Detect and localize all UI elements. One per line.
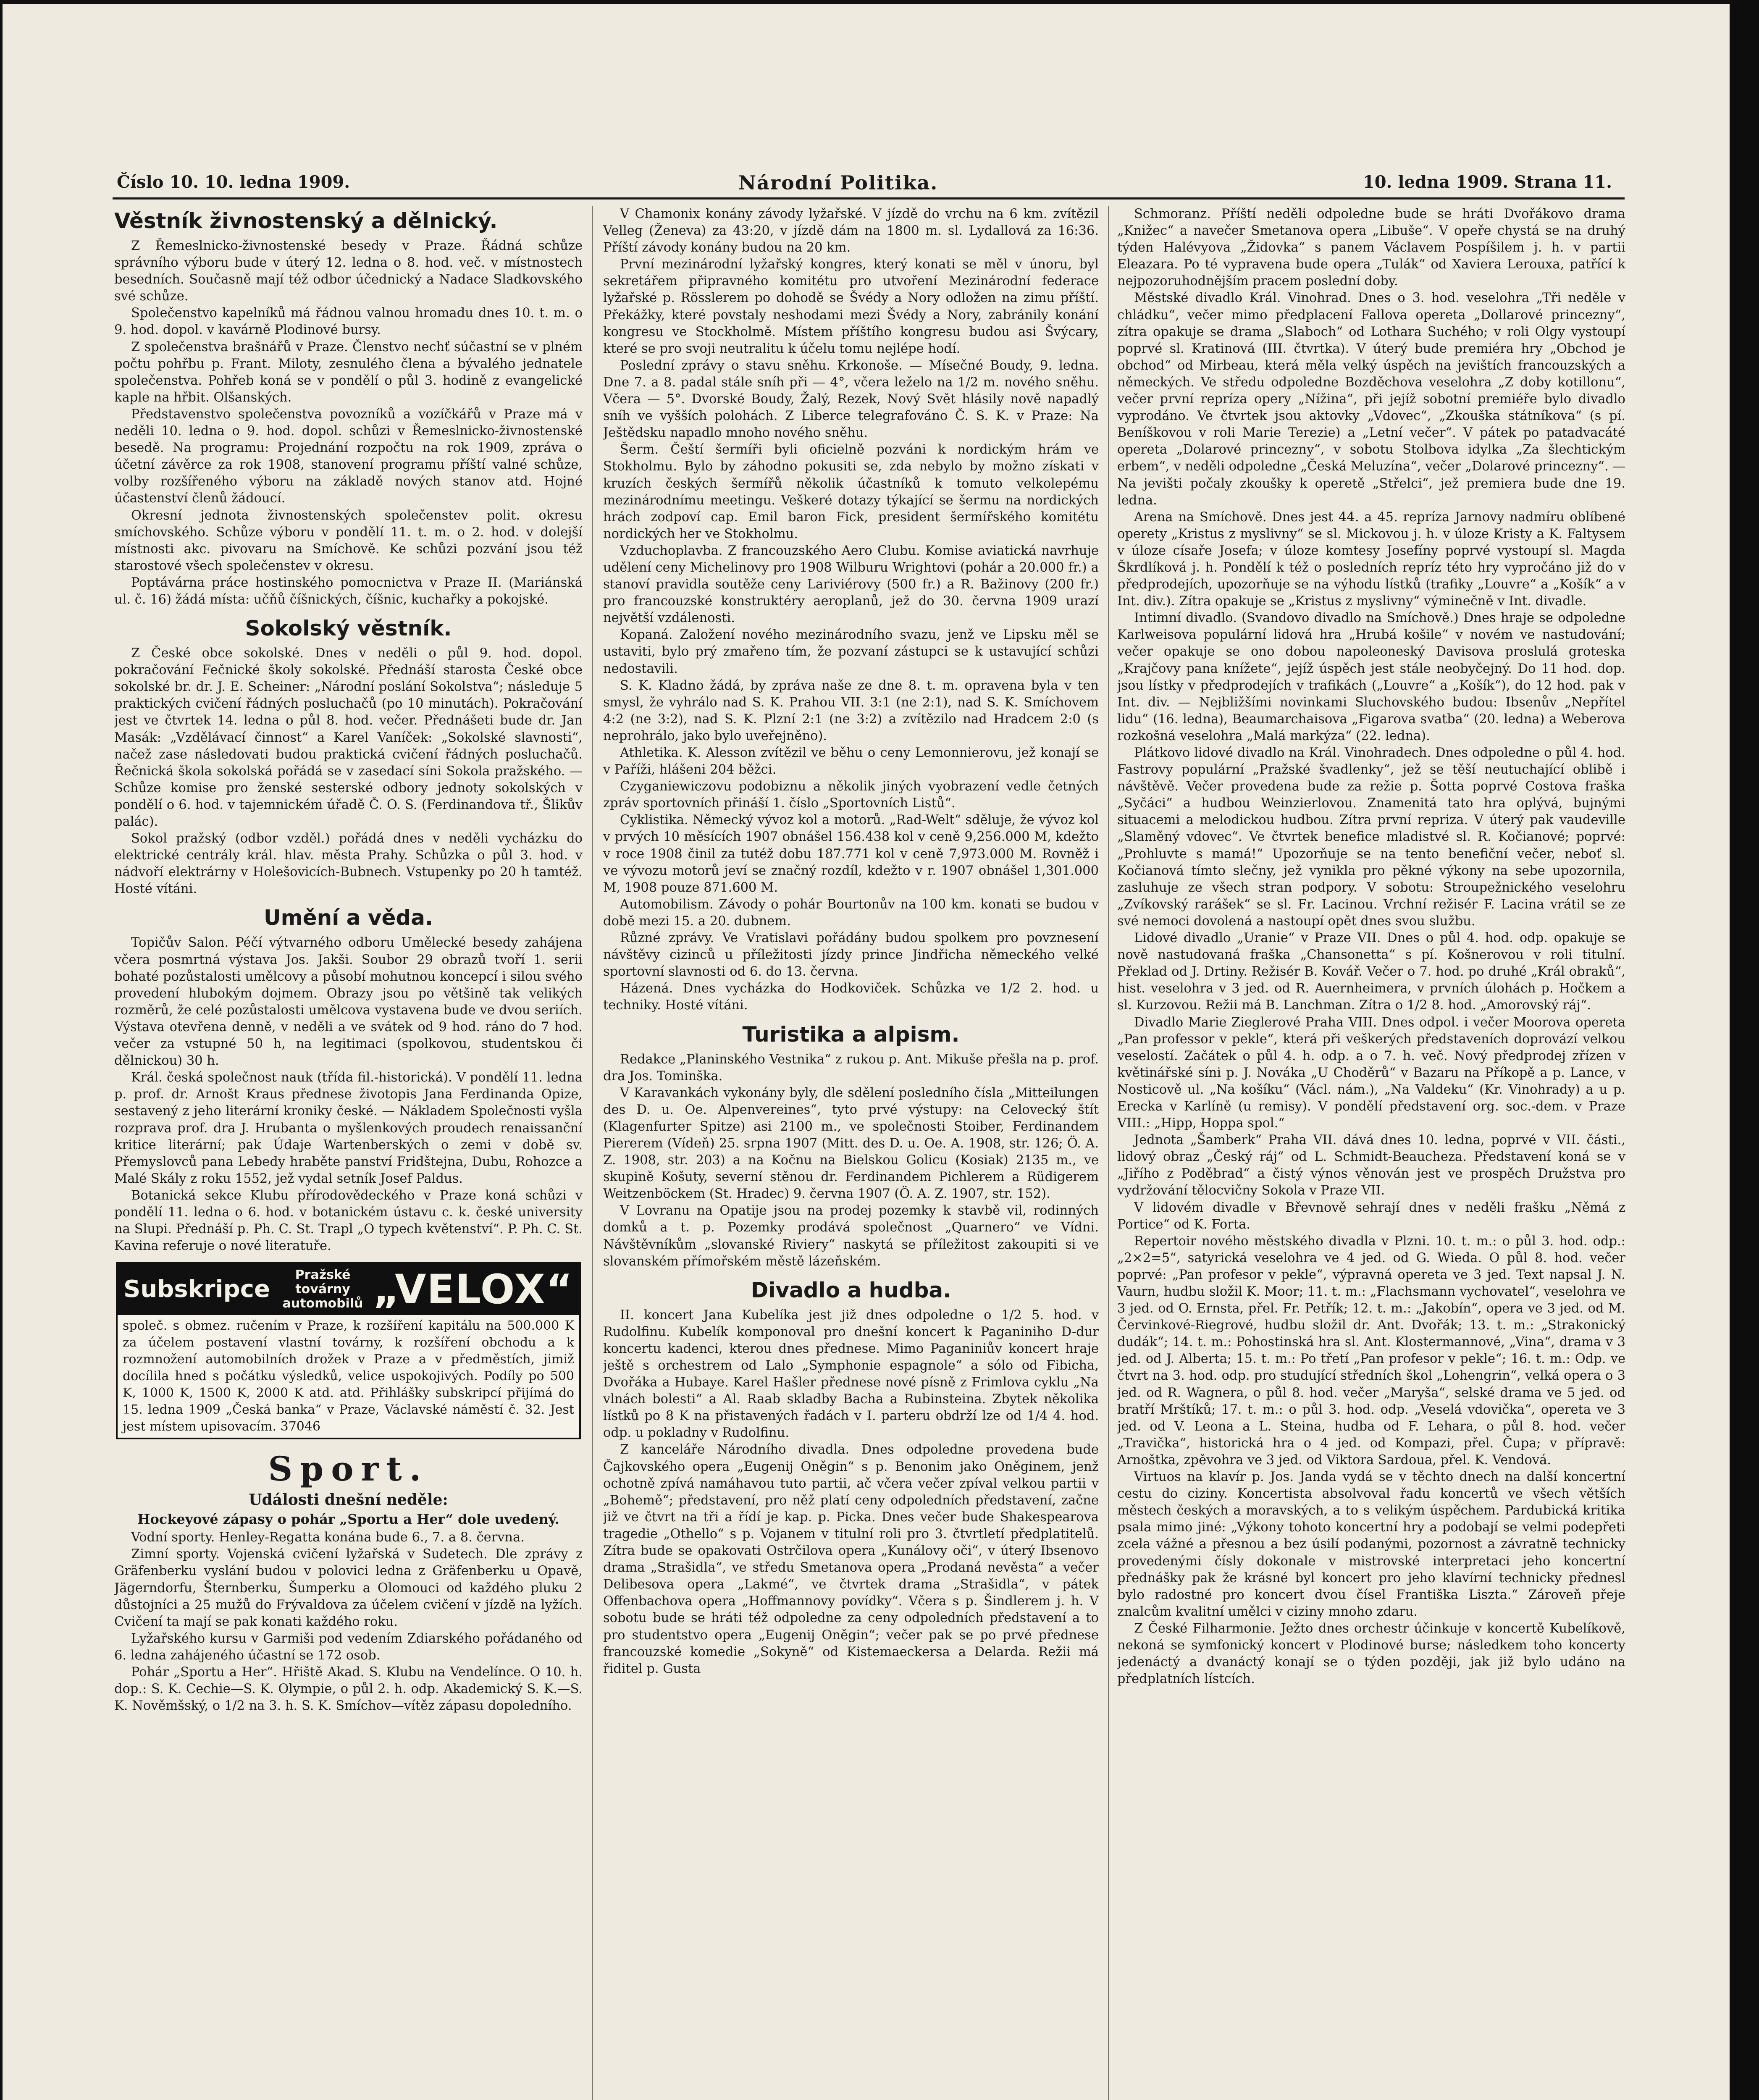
section-heading-divadlo: Divadlo a hudba. xyxy=(751,1278,951,1302)
newspaper-title: Národní Politika. xyxy=(738,171,938,194)
column-2 xyxy=(603,206,1099,2100)
article-paragraph: Pohár „Sportu a Her“. Hřiště Akad. S. Klubu na Vendelínce. O 10. h. dop.: S. K. Cechie—S. K. Olympie, o půl 2. h. odp. Akademický S. K.—S. K. Nověmšský, o 1/2 na 3. h. S. K. Smíchov—vítěz zápasu dopoledního. xyxy=(114,1665,583,1714)
ad-title: Subskripce xyxy=(123,1276,270,1303)
article-paragraph: V lidovém divadle v Břevnově sehrají dnes v neděli frašku „Němá z Portice“ od K. Forta. xyxy=(1117,1200,1625,1232)
article-paragraph: Různé zprávy. Ve Vratislavi pořádány budou spolkem pro povznesení návštěvy cizinců u příležitosti jízdy prince Jindřicha německého velké sportovní slavnosti od 6. do 13. června. xyxy=(603,931,1099,979)
article-paragraph: Poslední zprávy o stavu sněhu. Krkonoše. — Mísečné Boudy, 9. ledna. Dne 7. a 8. padal stále sníh při — 4°, včera leželo na 1/2 m. nového sněhu. Včera — 5°. Dvorské Boudy, Žalý, Rezek, Nový Svět hlásily nově napadlý sníh ve vyšších polohách. Z Liberce telegrafováno Č. S. K. v Praze: Na Ještědsku napadlo mnoho nového sněhu. xyxy=(603,358,1099,441)
article-paragraph: Redakce „Planinského Vestnika“ z rukou p. Ant. Mikuše přešla na p. prof. dra Jos. Tominška. xyxy=(603,1052,1099,1084)
section-heading-umeni: Umění a věda. xyxy=(264,906,433,930)
article-paragraph: Společenstvo kapelníků má řádnou valnou hromadu dnes 10. t. m. o 9. hod. dopol. v kavárně Plodinové bursy. xyxy=(114,306,583,338)
article-paragraph: V Lovranu na Opatije jsou na prodej pozemky k stavbě vil, rodinných domků a t. p. Pozemky prodává společnost „Quarnero“ ve Vídni. Návštěvníkům „slovanské Riviery“ naskytá se příležitost zakoupiti si ve slovanském přímořském městě lázeňském. xyxy=(603,1203,1099,1269)
article-paragraph: Virtuos na klavír p. Jos. Janda vydá se v těchto dnech na další koncertní cestu do ciziny. Koncertista absolvoval řadu koncertů ve všech větších městech českých a moravských, a to s velikým úspěchem. Pardubická kritika psala mimo jiné: „Výkony tohoto koncertní hry a podobají se velmi podepřeti zcela vážné a přesnou a bez úsilí podanými, pozornost a závratně technicky provedenými čísly dokonale v mistrovské interpretaci jeho koncertní přednášky pak že krásné byl koncert pro jeho klavírní technicky přednesl bylo radostné pro koncert dvou čísel Františka Liszta.“ Zároveň přeje znalcům kvalitní umělci v ciziny mnoho zdaru. xyxy=(1117,1470,1625,1619)
velox-advertisement xyxy=(116,1262,581,1439)
section-heading-vestnik: Věstník živnostenský a dělnický. xyxy=(114,209,498,233)
ad-text xyxy=(118,1315,579,1435)
article-paragraph: Z České obce sokolské. Dnes v neděli o půl 9. hod. dopol. pokračování Fečnické školy sokolské. Přednáší starosta České obce sokolské br. dr. J. E. Scheiner: „Národní poslání Sokolstva“; následuje 5 praktických cvičení řádných posluchačů (po 10 minutách). Pokračování jest ve čtvrtek 14. ledna o půl 8. hod. večer. Přednášeti bude dr. Jan Masák: „Vzdělávací činnost“ a Karel Vaníček: „Sokolské slavnosti“, načež zase následovati budou praktická cvičení řádných posluchačů. Řečnická škola sokolská pořádá se v zasedací síni Sokola pražského. — Schůze komise pro ženské sesterské odbory jednoty sokolských v pondělí o 6. hod. v tajemnickém úřadě Č. O. S. (Ferdinandova tř., Šlikův palác). xyxy=(114,646,583,829)
article-paragraph: Intimní divadlo. (Svandovo divadlo na Smíchově.) Dnes hraje se odpoledne Karlweisova populární lidová hra „Hrubá košile“ v novém ve nastudování; večer opakuje se ono dobou napoleoneský Davisova proslulá groteska „Krajčovy pana knížete“, jejíž úspěch jest stále neobyčejný. Do 11 hod. dop. jsou lístky v předprodejích v trafikách („Louvre“ a „Košík“), do 12 hod. pak v Int. div. — Nejbližšími novinkami Sluchovského budou: Ibsenův „Nepřítel lidu“ (16. ledna), Beaumarchaisova „Figarova svatba“ (20. ledna) a Weberova rozkošná veselohra „Malá markýza“ (22. ledna). xyxy=(1117,611,1625,743)
header-rule xyxy=(113,197,1625,200)
article-paragraph: Lyžařského kursu v Garmiši pod vedením Zdiarského pořádaného od 6. ledna zahájeného účastní se 172 osob. xyxy=(114,1631,583,1663)
article-paragraph: Jednota „Šamberk“ Praha VII. dává dnes 10. ledna, poprvé v VII. části., lidový obraz „Český ráj“ od L. Schmidt-Beaucheza. Představení koná se v „Jiřího z Poděbrad“ a čistý výnos věnován jest ve prospěch Družstva pro vydržování tělocvičny Sokola v Praze VII. xyxy=(1117,1133,1625,1198)
article-paragraph: Topičův Salon. Péčí výtvarného odboru Umělecké besedy zahájena včera posmrtná výstava Jos. Jakši. Soubor 29 obrazů tvoří 1. serii bohaté pozůstalosti umělcovy a působí mohutnou koncepcí i silou svého provedení hlubokým dojmem. Obrazy jsou po většině tak velikých rozměrů, že celé pozůstalosti umělcova vystavena bude ve dvou seriích. Výstava otevřena denně, v neděli a ve svátek od 9 hod. ráno do 7 hod. večer za vstupné 50 h, na legitimaci (spolkovou, studentskou či dělnickou) 30 h. xyxy=(114,935,583,1068)
column-1 xyxy=(114,206,583,2100)
article-paragraph: Šerm. Čeští šermíři byli oficielně pozváni k nordickým hrám ve Stokholmu. Bylo by záhodno pokusiti se, zda nebylo by možno získati v kruzích českých šermířů několik účastníků k tomuto velkolepému mezinárodnímu meetingu. Veškeré dotazy týkající se šermu na nordických hrách zodpoví cap. Emil baron Fick, president šermířského komitétu nordických her ve Stokholmu. xyxy=(603,442,1099,541)
ad-logo: „VELOX“ xyxy=(373,1266,573,1313)
article-paragraph: II. koncert Jana Kubelíka jest již dnes odpoledne o 1/2 5. hod. v Rudolfinu. Kubelík komponoval pro dnešní koncert k Paganiniho D-dur koncertu kadenci, kterou dnes přednese. Mimo Paganiniův koncert hraje ještě s orchestrem od Lalo „Symphonie espagnole“ a sólo od Fibicha, Dvořáka a Hubaye. Karel Hašler přednese nové písně z Frimlova cyklu „Na vlnách bolesti“ a Al. Raab skladby Bacha a Rubinsteina. Zbytek několika lístků po 8 K na přistavených řadách v I. parteru obdrží lze od 1/4 4. hod. odp. u pokladny v Rudolfinu. xyxy=(603,1307,1099,1441)
article-paragraph: Vzduchoplavba. Z francouzského Aero Clubu. Komise aviatická navrhuje udělení ceny Michelinovy pro 1908 Wilburu Wrightovi (pohár a 20.000 fr.) a stanoví pravidla soutěže ceny Lariviérovy (500 fr.) a R. Bažinovy (200 fr.) pro francouzské konstruktéry aeroplanů, jež do 30. června 1909 urazí největší vzdálenosti. xyxy=(603,543,1099,626)
article-paragraph: V Chamonix konány závody lyžařské. V jízdě do vrchu na 6 km. zvítězil Velleg (Ženeva) za 43:20, v jízdě dám na 1800 m. sl. Lydallová za 16:36. Příští závody konány budou na 20 km. xyxy=(603,207,1099,255)
section-heading-sokol: Sokolský věstník. xyxy=(245,616,452,641)
page-header xyxy=(117,172,1612,197)
article-paragraph: Poptávárna práce hostinského pomocnictva v Praze II. (Mariánská ul. č. 16) žádá místa: učňů číšnických, číšnic, kuchařky a pokojské. xyxy=(114,575,583,607)
article-paragraph: Plátkovo lidové divadlo na Král. Vinohradech. Dnes odpoledne o půl 4. hod. Fastrovy populární „Pražské švadlenky“, jež se těší neutuchající oblibě i návštěvě. Večer provedena bude za režie p. Šotta poprvé Costova fraška „Syčáci“ a hudbou Weinzierlovou. Znamenitá tato hra oplývá, bujnými situacemi a melodickou hudbou. Zítra první repriza. V úterý pak vaudeville „Slaměný vdovec“. Ve čtvrtek benefice mladistvé sl. R. Kočianové; poprvé: „Prohluvte s mamá!“ Upozorňuje se na tento benefiční večer, neboť sl. Kočianová tímto slečny, jež vynikla pro pěkné výkony na sebe upozornila, zasluhuje ze všech stran podpory. V sobotu: Stroupežnického veselohru „Zvíkovský rarášek“ se sl. Fr. Lacinou. Vrchní režisér F. Lacina vrátil se ze své nemoci dovolená a nastoupí opět dnes svou službu. xyxy=(1117,746,1625,929)
issue-number-date: Číslo 10. 10. ledna 1909. xyxy=(117,172,350,192)
scan-border-left xyxy=(0,0,3,2100)
scan-border-right xyxy=(1730,0,1759,2100)
date-page-number: 10. ledna 1909. Strana 11. xyxy=(1363,172,1612,192)
ad-banner xyxy=(118,1264,579,1315)
article-paragraph: Představenstvo společenstva povozníků a vozíčkářů v Praze má v neděli 10. ledna o 9. hod. dopol. schůzi v Řemeslnicko-živnostenské besedě. Na programu: Projednání rozpočtu na rok 1909, zpráva o účetní závěrce za rok 1908, stanovení programu příští valné schůze, volby rozšířeného výboru na základě nových stanov atd. Hojné účastenství členů žádoucí. xyxy=(114,407,583,506)
article-paragraph: V Karavankách vykonány byly, dle sdělení posledního čísla „Mitteilungen des D. u. Oe. Alpenvereines“, tyto prvé výstupy: na Celovecký štít (Klagenfurter Spitze) asi 2100 m., ve společnosti Stoiber, Ferdinandem Piererem (Vídeň) 25. srpna 1907 (Mitt. des D. u. Oe. A. 1908, str. 126; Ö. A. Z. 1908, str. 203) a na Kočnu na Bielskou Golicu (Kosiak) 2135 m., ve skupině Košuty, severní stěnou dr. Ferdinandem Pichlerem a Rüdigerem Weitzenböckem (St. Hradec) 9. června 1907 (Ö. A. Z. 1907, str. 152). xyxy=(603,1085,1099,1202)
article-paragraph: Athletika. K. Alesson zvítězil ve běhu o ceny Lemonnierovu, jež konají se v Paříži, hlášeni 204 běžci. xyxy=(603,746,1099,777)
section-heading-sport: Sport. xyxy=(268,1449,429,1489)
column-divider xyxy=(592,206,593,2100)
article-paragraph: Okresní jednota živnostenských společenstev polit. okresu smíchovského. Schůze výboru v pondělí 11. t. m. o 2. hod. v dolejší místnosti akc. pivovaru na Smíchově. Ke schůzi pozvání jsou též starostové všech společenstev v okresu. xyxy=(114,508,583,573)
article-paragraph: Král. česká společnost nauk (třída fil.-historická). V pondělí 11. ledna p. prof. dr. Arnošt Kraus přednese životopis Jana Ferdinanda Opize, sestavený z jeho literární kroniky české. — Nákladem Společnosti vyšla rozprava prof. dra J. Hrubanta o myšlenkových proudech renaissanční kritice literární; pak Údaje Wartenberských o zemi v době sv. Přemyslovců pana Lebedy hraběte panství Fridštejna, Dubu, Rohozce a Malé Skály z roku 1552, jež vydal setník Josef Paldus. xyxy=(114,1070,583,1186)
article-paragraph: Sokol pražský (odbor vzděl.) pořádá dnes v neděli vycházku do elektrické centrály král. hlav. města Prahy. Schůzka o půl 3. hod. v nádvoří elektrárny v Holešovicích-Bubnech. Vstupenky po 20 h tamtéž. Hosté vítáni. xyxy=(114,831,583,897)
article-paragraph: Házená. Dnes vycházka do Hodkoviček. Schůzka ve 1/2 2. hod. u techniky. Hosté vítáni. xyxy=(603,981,1099,1013)
article-paragraph: Automobilism. Závody o pohár Bourtonův na 100 km. konati se budou v době mezi 15. a 20. dubnem. xyxy=(603,897,1099,929)
article-paragraph: Divadlo Marie Zieglerové Praha VIII. Dnes odpol. i večer Moorova opereta „Pan professor v pekle“, která při veškerých představeních doprovází velkou veselostí. Začátek o půl 4. h. odp. a o 7. h. več. Nový předprodej zřízen v květinářské síni p. J. Nováka „U Choděrů“ v Bazaru na Příkopě a p. Lance, v Nosticově ul. „Na košíku“ (Václ. nám.), „Na Valdeku“ (Kr. Vinohrady) a u p. Erecka v Karlíně (u remisy). V pondělí představení org. soc.-dem. v Praze VIII.: „Hipp, Hoppa spol.“ xyxy=(1117,1015,1625,1131)
article-paragraph: Schmoranz. Příští neděli odpoledne bude se hráti Dvořákovo drama „Knižec“ a navečer Smetanova opera „Libuše“. V opeře chystá se na druhý týden Halévyova „Židovka“ s panem Václavem Pospíšilem j. h. v partii Eleazara. Po té vypravena bude opera „Tulák“ od Xaviera Lerouxa, patřící k nejpozoruhodnějším pracem poslední doby. xyxy=(1117,207,1625,289)
column-divider xyxy=(1108,206,1109,2100)
column-3 xyxy=(1117,206,1625,2100)
article-paragraph: Botanická sekce Klubu přírodovědeckého v Praze koná schůzi v pondělí 11. ledna o 6. hod. v botanickém ústavu c. k. české university na Slupi. Přednáší p. Ph. C. St. Trapl „O typech květenství“. P. Ph. C. St. Kavina referuje o nové literatuře. xyxy=(114,1188,583,1254)
subheading-udalosti: Události dnešní neděle: xyxy=(249,1491,448,1509)
section-heading-turistika: Turistika a alpism. xyxy=(742,1022,960,1047)
article-paragraph: Czyganiewiczovu podobiznu a několik jiných vyobrazení vedle četných zpráv sportovních přináší 1. číslo „Sportovních Listů“. xyxy=(603,779,1099,811)
article-paragraph: Kopaná. Založení nového mezinárodního svazu, jenž ve Lipsku měl se ustaviti, bylo prý zmařeno tím, že pozvaní zástupci se k ustavující schůzi nedostavili. xyxy=(603,627,1099,676)
article-paragraph: Lidové divadlo „Uranie“ v Praze VII. Dnes o půl 4. hod. odp. opakuje se nově nastudovaná fraška „Chansonetta“ s pí. Košnerovou v roli titulní. Překlad od J. Drtiny. Režisér B. Kovář. Večer o 7. hod. po druhé „Král obraků“, hist. veselohra v 3 jed. od R. Auernheimera, v prvních úlohách p. Hočkem a sl. Kurzovou. Režii má B. Lanchman. Zítra o 1/2 8. hod. „Amorovský ráj“. xyxy=(1117,931,1625,1013)
article-paragraph: Repertoir nového městského divadla v Plzni. 10. t. m.: o půl 3. hod. odp.: „2×2=5“, satyrická veselohra ve 4 jed. od G. Wieda. O půl 8. hod. večer poprvé: „Pan profesor v pekle“, výpravná opereta ve 3 jed. Text napsal J. N. Vaurn, hudbu složil K. Moor; 11. t. m.: „Flachsmann vychovatel“, veselohra ve 3 jed. od O. Ernsta, přel. Fr. Petřík; 12. t. m.: „Jakobín“, opera ve 3 jed. od M. Červinkové-Riegrové, hudbu složil dr. Ant. Dvořák; 13. t. m.: „Strakonický dudák“; 14. t. m.: Pohostinská hra sl. Ant. Klostermannové, „Vina“, drama v 3 jed. od J. Alberta; 15. t. m.: Po třetí „Pan profesor v pekle“; 16. t. m.: Odp. ve čtvrt na 3. hod. odp. pro studující středních škol „Lohengrin“, velká opera o 3 jed. od R. Wagnera, o půl 8. hod. večer „Maryša“, selské drama ve 5 jed. od bratří Mrštíků; 17. t. m.: o půl 3. hod. odp. „Veselá vdovička“, opereta ve 3 jed. od V. Leona a L. Steina, hudba od F. Lehara, o půl 8. hod. večer „Travička“, historická hra o 4 jed. od Kompazi, přel. Čupa; v přípravě: Arnoštka, zpěvohra ve 3 jed. od Viktora Sardoua, přel. K. Vendová. xyxy=(1117,1234,1625,1467)
scan-border-top xyxy=(0,0,1759,4)
ad-subtitle: Pražské továrny automobilů xyxy=(282,1268,363,1311)
article-paragraph: Zimní sporty. Vojenská cvičení lyžařská v Sudetech. Dle zprávy z Gräfenberku vyslání budou v polovici ledna z Gräfenberku u Opavě, Jägerndorfu, Šternberku, Šumperku a Olomouci od každého pluku 2 důstojníci a 25 mužů do Frývaldova za účelem cvičení v jízdě na lyžích. Cvičení ta mají se pak konati každého roku. xyxy=(114,1547,583,1629)
article-paragraph: Městské divadlo Král. Vinohrad. Dnes o 3. hod. veselohra „Tři neděle v chládku“, večer mimo předplacení Fallova opereta „Dollarové princezny“, zítra opakuje se drama „Slaboch“ od Lothara Suchého; v roli Olgy vystoupí poprvé sl. Kratinová (III. čtvrtka). V úterý bude premiéra hry „Obchod je obchod“ od Mirbeau, která měla velký úspěch na jevištích francouzských a německých. Ve středu odpoledne Bozděchova veselohra „Z doby kotillonu“, večer první repríza opery „Nížina“, při jejíž sobotní premiéře bylo divadlo vyprodáno. Ve čtvrtek jsou aktovky „Vdovec“, „Zkouška státníkova“ (s pí. Beníškovou v roli Marie Terezie) a „Letní večer“. V pátek po patadvacáté opereta „Dolarové princezny“, v sobotu Stolbova idylka „Za šlechtickým erbem“, v neděli odpoledne „Česká Meluzína“, večer „Dolarové princezny“. — Na jevišti počaly zkoušky k operetě „Střelci“, jež premiera bude dne 19. ledna. xyxy=(1117,291,1625,508)
article-paragraph: Cyklistika. Německý vývoz kol a motorů. „Rad-Welt“ sděluje, že vývoz kol v prvých 10 měsících 1907 obnášel 156.438 kol v ceně 9,256.000 M, kdežto v roce 1908 činil za tutéž dobu 187.771 kol v ceně 7,973.000 M. Rovněž i ve vývozu motorů jeví se značný rozdíl, kdežto v r. 1907 obnášel 1,301.000 M, 1908 pouze 871.600 M. xyxy=(603,813,1099,895)
article-paragraph: Vodní sporty. Henley-Regatta konána bude 6., 7. a 8. června. xyxy=(131,1530,525,1545)
article-paragraph: Z kanceláře Národního divadla. Dnes odpoledne provedena bude Čajkovského opera „Eugenij Oněgin“ s p. Benonim jako Oněginem, jenž ochotně zpívá namáhavou tuto partii, ač včera večer zpíval velkou partii v „Bohemě“; představení, pro něž platí ceny odpoledních představení, začne již ve čtvrt na tři a řídí je kap. p. Picka. Dnes večer bude Shakespearova tragedie „Othello“ s p. Vojanem v titulní roli pro 3. čtvrtletí předplatitelů. Zítra bude se opakovati Ostrčilova opera „Kunálovy oči“, v úterý Ibsenovo drama „Strašidla“, ve středu Smetanova opera „Prodaná nevěsta“ a večer Delibesova opera „Lakmé“, ve čtvrtek drama „Strašidla“, v pátek Offenbachova opera „Hoffmannovy povídky“. Včera s p. Šindlerem j. h. V sobotu bude se hráti též odpoledne za ceny odpoledních představení a to pro studentstvo opera „Eugenij Oněgin“; večer pak se po prvé přednese francouzské komedie „Sokyně“ od Kistemaeckersa a Delarda. Režii má řiditel p. Gusta xyxy=(603,1442,1099,1676)
article-paragraph: Z Řemeslnicko-živnostenské besedy v Praze. Řádná schůze správního výboru bude v úterý 12. ledna o 8. hod. več. v místnostech besedních. Současně mají též odbor účednický a Nadace Sladkovského své schůze. xyxy=(114,239,583,304)
article-paragraph: První mezinárodní lyžařský kongres, který konati se měl v únoru, byl sekretářem připravného komitétu pro utvoření Mezinárodní federace lyžařské p. Rösslerem po dohodě se Švédy a Nory odložen na zimu příští. Překážky, které povstaly neshodami mezi Švédy a Nory, zabránily konání kongresu ve Stockholmě. Místem příštího kongresu budou asi Švýcary, které se pro svoji neutralitu k účelu tomu nejlépe hodí. xyxy=(603,257,1099,356)
article-paragraph: Z České Filharmonie. Ježto dnes orchestr účinkuje v koncertě Kubelíkově, nekoná se symfonický koncert v Plodinové burse; následkem toho koncerty jedenáctý a dvanáctý konají se o týden později, jak již bylo udáno na předplatních lístcích. xyxy=(1117,1621,1625,1687)
subheading-hockey: Hockeyové zápasy o pohár „Sportu a Her“ dole uvedený. xyxy=(137,1511,559,1528)
article-paragraph: Z společenstva brašnářů v Praze. Členstvo nechť súčastní se v plném počtu pohřbu p. Frant. Miloty, zesnulého člena a bývalého jednatele společenstva. Pohřeb koná se v pondělí o půl 3. hodině z evangelické kaple na hřbit. Olšanských. xyxy=(114,339,583,405)
article-paragraph: S. K. Kladno žádá, by zpráva naše ze dne 8. t. m. opravena byla v ten smysl, že vyhrálo nad S. K. Prahou VII. 3:1 (ne 2:1), nad S. K. Smíchovem 4:2 (ne 3:2), nad S. K. Plzní 2:1 (ne 3:2) a zvítězilo nad Hradcem 2:0 (s neprohrálo, jako bylo uveřejněno). xyxy=(603,678,1099,743)
article-paragraph: Arena na Smíchově. Dnes jest 44. a 45. repríza Jarnovy nadmíru oblíbené operety „Kristus z myslivny“ se sl. Mickovou j. h. v úloze Kristy a K. Faltysem v úloze císaře Josefa; v úloze komtesy Josefíny poprvé vystoupí sl. Magda Škrdlíková j. h. Pondělí k též o posledních repríz této hry vypročáno již do v předprodejích, upozorňuje se na výhodu lístků (trafiky „Louvre“ a „Košík“ a v Int. div.). Zítra opakuje se „Kristus z myslivny“ výminečně v Int. divadle. xyxy=(1117,509,1625,609)
ad-body: společ. s obmez. ručením v Praze, k rozšíření kapitálu na 500.000 K za účelem postavení vlastní továrny, k rozšíření obchodu a k rozmnožení automobilních drožek v Praze a v předměstích, jimiž docílila hned s počátku výsledků, velice uspokojivých. Podíly po 500 K, 1000 K, 1500 K, 2000 K atd. atd. Přihlášky subskripcí přijímá do 15. ledna 1909 „Česká banka“ v Praze, Václavské náměstí č. 32. Jest jest místem upisovacím. 37046 xyxy=(123,1318,574,1434)
